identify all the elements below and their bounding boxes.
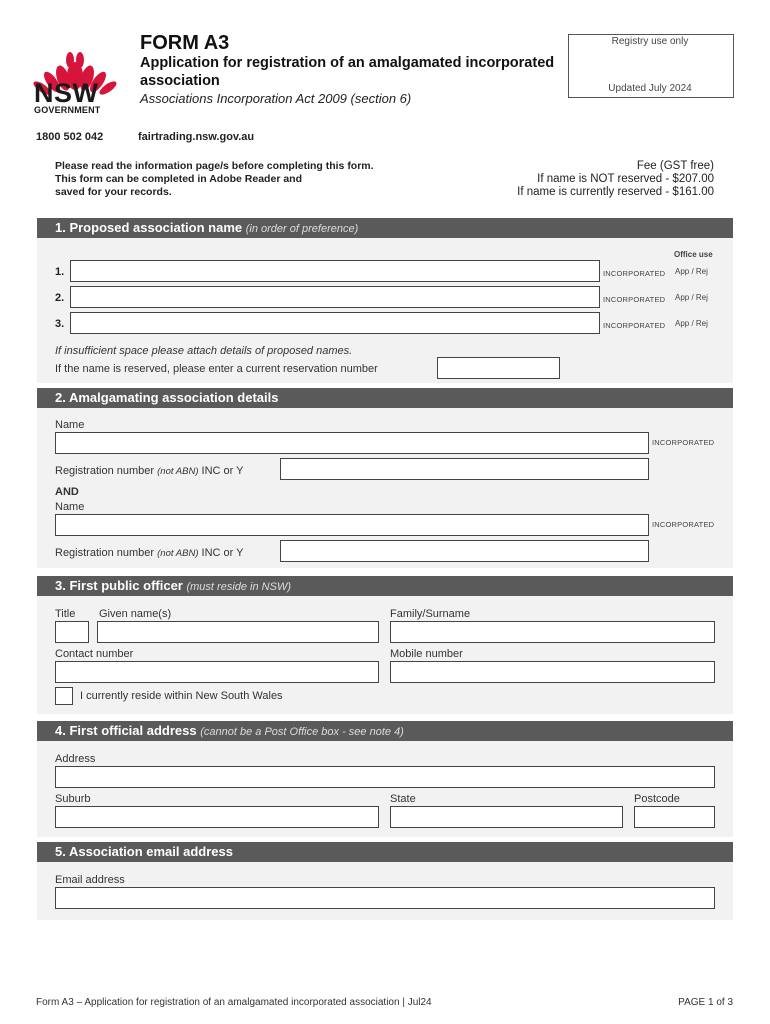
title-label: Title	[55, 608, 76, 620]
registration-label	[55, 465, 244, 477]
logo-subtitle: GOVERNMENT	[34, 105, 101, 115]
incorporated-suffix: INCORPORATED	[603, 269, 666, 278]
family-name-label: Family/Surname	[390, 608, 471, 620]
note-line: Please read the information page/s before completing this form.	[55, 160, 374, 172]
state-input[interactable]	[390, 806, 623, 828]
page-number: PAGE 1 of 3	[678, 997, 733, 1008]
registration-hint: (not ABN)	[157, 548, 199, 559]
association-1-registration-input[interactable]	[280, 458, 649, 480]
email-input[interactable]	[55, 887, 715, 909]
registration-text: Registration number	[55, 547, 155, 559]
registration-label	[55, 547, 244, 559]
intro-note	[55, 160, 475, 199]
postcode-input[interactable]	[634, 806, 715, 828]
section3-header	[37, 576, 733, 596]
name-row-number: 2.	[55, 292, 65, 304]
section2-header	[37, 388, 733, 408]
name-row-number: 1.	[55, 266, 65, 278]
given-name-label: Given name(s)	[99, 608, 172, 620]
association-2-registration-input[interactable]	[280, 540, 649, 562]
office-app-rej: App / Rej	[675, 293, 708, 302]
reside-nsw-label: I currently reside within New South Wales	[80, 690, 283, 702]
logo-wordmark: NSW	[34, 78, 99, 108]
email-label: Email address	[55, 874, 125, 886]
name-label: Name	[55, 419, 85, 431]
association-2-name-input[interactable]	[55, 514, 649, 536]
postcode-label: Postcode	[634, 793, 680, 805]
name-label: Name	[55, 501, 85, 513]
reservation-label: If the name is reserved, please enter a current reservation number	[55, 363, 378, 375]
suburb-input[interactable]	[55, 806, 379, 828]
website-link[interactable]: fairtrading.nsw.gov.au	[138, 131, 255, 143]
title-input[interactable]	[55, 621, 89, 643]
proposed-name-2-input[interactable]	[70, 286, 600, 308]
fee-not-reserved: If name is NOT reserved - $207.00	[537, 173, 714, 185]
registration-tail: INC or Y	[201, 547, 244, 559]
incorporated-suffix: INCORPORATED	[603, 295, 666, 304]
contact-number-label: Contact number	[55, 648, 134, 660]
incorporated-suffix: INCORPORATED	[603, 321, 666, 330]
and-label: AND	[55, 486, 79, 498]
updated-date: Updated July 2024	[608, 83, 692, 94]
section5-header	[37, 842, 733, 862]
reside-nsw-checkbox[interactable]	[55, 687, 73, 705]
section4-hint: (cannot be a Post Office box - see note 4)	[200, 726, 404, 738]
mobile-number-label: Mobile number	[390, 648, 463, 660]
family-name-input[interactable]	[390, 621, 715, 643]
phone-number: 1800 502 042	[36, 131, 104, 143]
incorporated-suffix: INCORPORATED	[652, 520, 715, 529]
fee-title: Fee (GST free)	[636, 160, 714, 172]
fee-info	[517, 160, 714, 199]
office-app-rej: App / Rej	[675, 319, 708, 328]
association-1-name-input[interactable]	[55, 432, 649, 454]
note-line: This form can be completed in Adobe Reader and	[55, 173, 302, 185]
state-label: State	[390, 793, 416, 805]
office-app-rej: App / Rej	[675, 267, 708, 276]
registration-tail: INC or Y	[201, 465, 244, 477]
section2-title: 2. Amalgamating association details	[55, 390, 279, 405]
registry-label: Registry use only	[611, 36, 689, 47]
form-act: Associations Incorporation Act 2009 (section 6)	[140, 91, 412, 106]
section4-header	[37, 721, 733, 741]
form-title: FORM A3	[140, 32, 230, 54]
section1-hint: (in order of preference)	[245, 223, 359, 235]
registration-text: Registration number	[55, 465, 155, 477]
form-subtitle: Application for registration of an amalgamated incorporated association	[140, 55, 555, 89]
mobile-number-input[interactable]	[390, 661, 715, 683]
section1-title: 1. Proposed association name	[55, 220, 243, 235]
office-use-label: Office use	[674, 250, 713, 259]
given-name-input[interactable]	[97, 621, 379, 643]
address-input[interactable]	[55, 766, 715, 788]
reservation-number-input[interactable]	[437, 357, 560, 379]
proposed-name-3-input[interactable]	[70, 312, 600, 334]
suburb-label: Suburb	[55, 793, 91, 805]
name-row-number: 3.	[55, 318, 65, 330]
registration-hint: (not ABN)	[157, 466, 199, 477]
section4-title: 4. First official address	[55, 723, 197, 738]
section3-hint: (must reside in NSW)	[186, 581, 292, 593]
section5-title: 5. Association email address	[55, 844, 233, 859]
insufficient-space-note: If insufficient space please attach details of proposed names.	[55, 345, 353, 357]
section3-title: 3. First public officer	[55, 578, 183, 593]
proposed-name-1-input[interactable]	[70, 260, 600, 282]
note-line: saved for your records.	[55, 186, 172, 198]
address-label: Address	[55, 753, 96, 765]
incorporated-suffix: INCORPORATED	[652, 438, 715, 447]
fee-reserved: If name is currently reserved - $161.00	[517, 186, 714, 198]
contact-number-input[interactable]	[55, 661, 379, 683]
section1-header	[37, 218, 733, 238]
footer-title: Form A3 – Application for registration of an amalgamated incorporated association | Jul24	[36, 997, 432, 1008]
